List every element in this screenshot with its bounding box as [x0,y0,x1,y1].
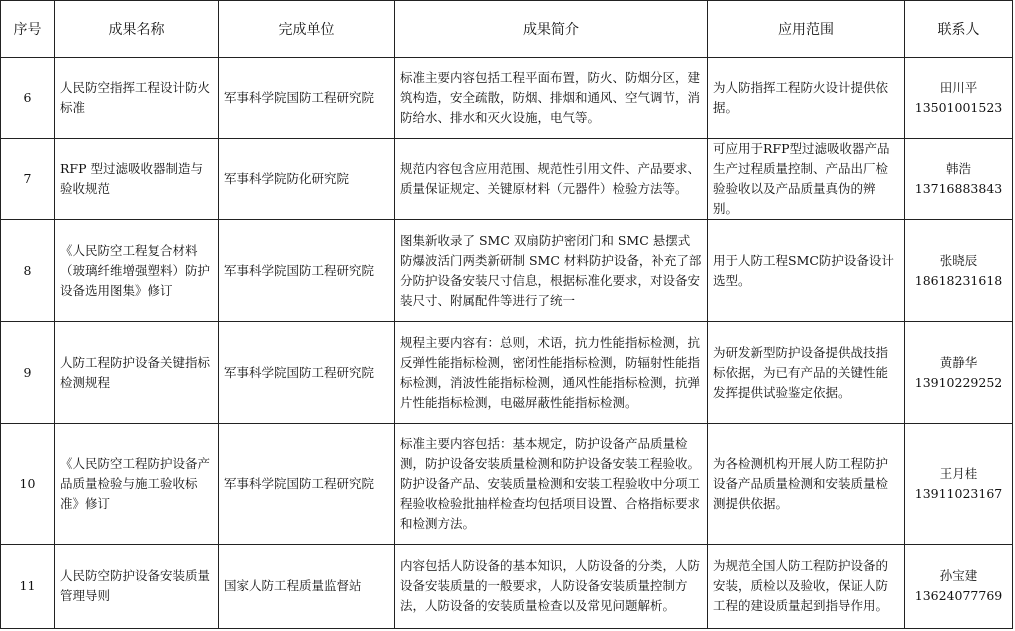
row-index: 6 [1,58,55,139]
completion-unit: 军事科学院防化研究院 [219,139,395,220]
table-row [1,139,1013,220]
result-brief: 内容包括人防设备的基本知识，人防设备的分类，人防设备安装质量的一般要求，人防设备安装质量控制方法，人防设备的安装质量检查以及常见问题解析。 [395,544,708,628]
contact-name: 黄静华 [939,354,978,370]
result-brief: 标准主要内容包括：基本规定，防护设备产品质量检测，防护设备安装质量检测和防护设备安装工程验收。防护设备产品、安装质量检测和安装工程验收中分项工程验收检验批抽样检查均包括项目设置、合格指标要求和检测方法。 [395,423,708,544]
row-index: 7 [1,139,55,220]
header-scope: 应用范围 [708,1,905,58]
contact-cell [905,58,1013,139]
result-brief: 图集新收录了 SMC 双扇防护密闭门和 SMC 悬摆式防爆波活门两类新研制 SMC 材料防护设备，补充了部分防护设备安装尺寸信息，根据标准化要求，对设备安装尺寸、附属配件等进行了统一 [395,220,708,322]
row-index: 8 [1,220,55,322]
contact-name: 孙宝建 [939,568,978,584]
contact-phone: 13911023167 [914,485,1003,501]
contact-phone: 13501001523 [914,100,1003,116]
header-contact: 联系人 [905,1,1013,58]
result-name: 人民防空指挥工程设计防火标准 [55,58,219,139]
table-row [1,220,1013,322]
completion-unit: 国家人防工程质量监督站 [219,544,395,628]
contact-name: 王月桂 [939,465,978,481]
result-name: 人防工程防护设备关键指标检测规程 [55,322,219,423]
result-brief: 规程主要内容有：总则，术语，抗力性能指标检测，抗反弹性能指标检测，密闭性能指标检测，防辐射性能指标检测，消波性能指标检测，通风性能指标检测，抗弹片性能指标检测，电磁屏蔽性能指标检测。 [395,322,708,423]
application-scope: 用于人防工程SMC防护设备设计选型。 [708,220,905,322]
table-row [1,322,1013,423]
contact-cell [905,322,1013,423]
completion-unit: 军事科学院国防工程研究院 [219,322,395,423]
table-row [1,423,1013,544]
result-name: 人民防空防护设备安装质量管理导则 [55,544,219,628]
contact-phone: 13716883843 [914,181,1003,197]
result-name: RFP 型过滤吸收器制造与验收规范 [55,139,219,220]
header-index: 序号 [1,1,55,58]
table-header-row [1,1,1013,58]
table-row [1,58,1013,139]
result-name: 《人民防空工程防护设备产品质量检验与施工验收标准》修订 [55,423,219,544]
row-index: 10 [1,423,55,544]
row-index: 11 [1,544,55,628]
result-brief: 标准主要内容包括工程平面布置，防火、防烟分区，建筑构造，安全疏散，防烟、排烟和通风、空气调节，消防给水、排水和灭火设施，电气等。 [395,58,708,139]
result-name: 《人民防空工程复合材料（玻璃纤维增强塑料）防护设备选用图集》修订 [55,220,219,322]
contact-phone: 13910229252 [914,374,1003,390]
application-scope: 为研发新型防护设备提供战技指标依据，为已有产品的关键性能发挥提供试验鉴定依据。 [708,322,905,423]
application-scope: 可应用于RFP型过滤吸收器产品生产过程质量控制、产品出厂检验验收以及产品质量真伪的辨别。 [708,139,905,220]
contact-cell [905,139,1013,220]
header-unit: 完成单位 [219,1,395,58]
contact-cell [905,423,1013,544]
contact-name: 张晓辰 [939,252,978,268]
contact-name: 韩浩 [945,161,971,177]
completion-unit: 军事科学院国防工程研究院 [219,423,395,544]
header-brief: 成果简介 [395,1,708,58]
header-name: 成果名称 [55,1,219,58]
application-scope: 为各检测机构开展人防工程防护设备产品质量检测和安装质量检测提供依据。 [708,423,905,544]
application-scope: 为规范全国人防工程防护设备的安装，质检以及验收，保证人防工程的建设质量起到指导作用。 [708,544,905,628]
completion-unit: 军事科学院国防工程研究院 [219,58,395,139]
application-scope: 为人防指挥工程防火设计提供依据。 [708,58,905,139]
table-row [1,544,1013,628]
contact-name: 田川平 [939,80,978,96]
contact-phone: 18618231618 [914,272,1003,288]
contact-phone: 13624077769 [914,588,1003,604]
result-brief: 规范内容包含应用范围、规范性引用文件、产品要求、质量保证规定、关键原材料（元器件）检验方法等。 [395,139,708,220]
contact-cell [905,544,1013,628]
contact-cell [905,220,1013,322]
completion-unit: 军事科学院国防工程研究院 [219,220,395,322]
row-index: 9 [1,322,55,423]
